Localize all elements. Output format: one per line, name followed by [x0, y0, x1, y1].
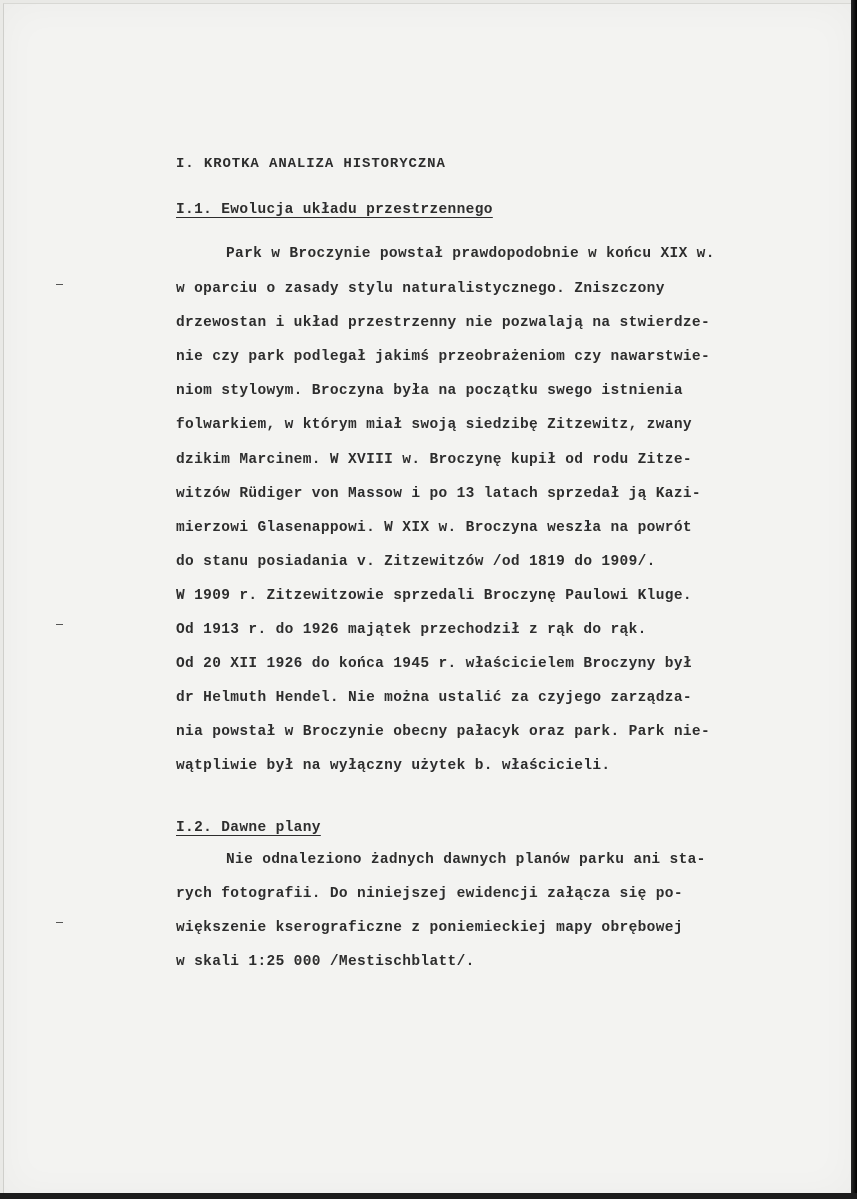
margin-mark	[56, 624, 63, 625]
paragraph-line: do stanu posiadania v. Zitzewitzów /od 1819 do 1909/.	[176, 554, 656, 570]
document-page	[3, 3, 852, 1196]
paragraph-line: dzikim Marcinem. W XVIII w. Broczynę kupił od rodu Zitze-	[176, 452, 692, 468]
paragraph-line: drzewostan i układ przestrzenny nie pozwalają na stwierdze-	[176, 315, 711, 331]
paragraph-line: witzów Rüdiger von Massow i po 13 latach sprzedał ją Kazi-	[176, 486, 701, 502]
paragraph-line: mierzowi Glasenappowi. W XIX w. Broczyna weszła na powrót	[176, 520, 692, 536]
document-heading: I. KROTKA ANALIZA HISTORYCZNA	[176, 156, 446, 172]
scan-edge-right	[851, 0, 857, 1199]
paragraph-line: w oparciu o zasady stylu naturalistycznego. Zniszczony	[176, 281, 665, 297]
paragraph-line: Od 1913 r. do 1926 majątek przechodził z rąk do rąk.	[176, 622, 647, 638]
paragraph-line: wątpliwie był na wyłączny użytek b. właścicieli.	[176, 758, 611, 774]
margin-mark	[56, 284, 63, 285]
section-title: I.1. Ewolucja układu przestrzennego	[176, 202, 493, 218]
paragraph-line: niom stylowym. Broczyna była na początku swego istnienia	[176, 383, 683, 399]
scan-edge-bottom	[0, 1193, 857, 1199]
paragraph-line: większenie kserograficzne z poniemieckiej mapy obrębowej	[176, 920, 683, 936]
paragraph-line: Park w Broczynie powstał prawdopodobnie w końcu XIX w.	[226, 246, 715, 262]
paragraph-line: rych fotografii. Do niniejszej ewidencji załącza się po-	[176, 886, 683, 902]
paragraph-line: Nie odnaleziono żadnych dawnych planów parku ani sta-	[226, 852, 706, 868]
paragraph-line: W 1909 r. Zitzewitzowie sprzedali Broczynę Paulowi Kluge.	[176, 588, 692, 604]
paragraph-line: folwarkiem, w którym miał swoją siedzibę Zitzewitz, zwany	[176, 417, 692, 433]
paragraph-line: nie czy park podlegał jakimś przeobrażeniom czy nawarstwie-	[176, 349, 711, 365]
margin-mark	[56, 922, 63, 923]
paragraph-line: nia powstał w Broczynie obecny pałacyk oraz park. Park nie-	[176, 724, 711, 740]
paragraph-line: Od 20 XII 1926 do końca 1945 r. właścicielem Broczyny był	[176, 656, 692, 672]
paragraph-line: dr Helmuth Hendel. Nie można ustalić za czyjego zarządza-	[176, 690, 692, 706]
section-title: I.2. Dawne plany	[176, 820, 321, 836]
paragraph-line: w skali 1:25 000 /Mestischblatt/.	[176, 954, 475, 970]
